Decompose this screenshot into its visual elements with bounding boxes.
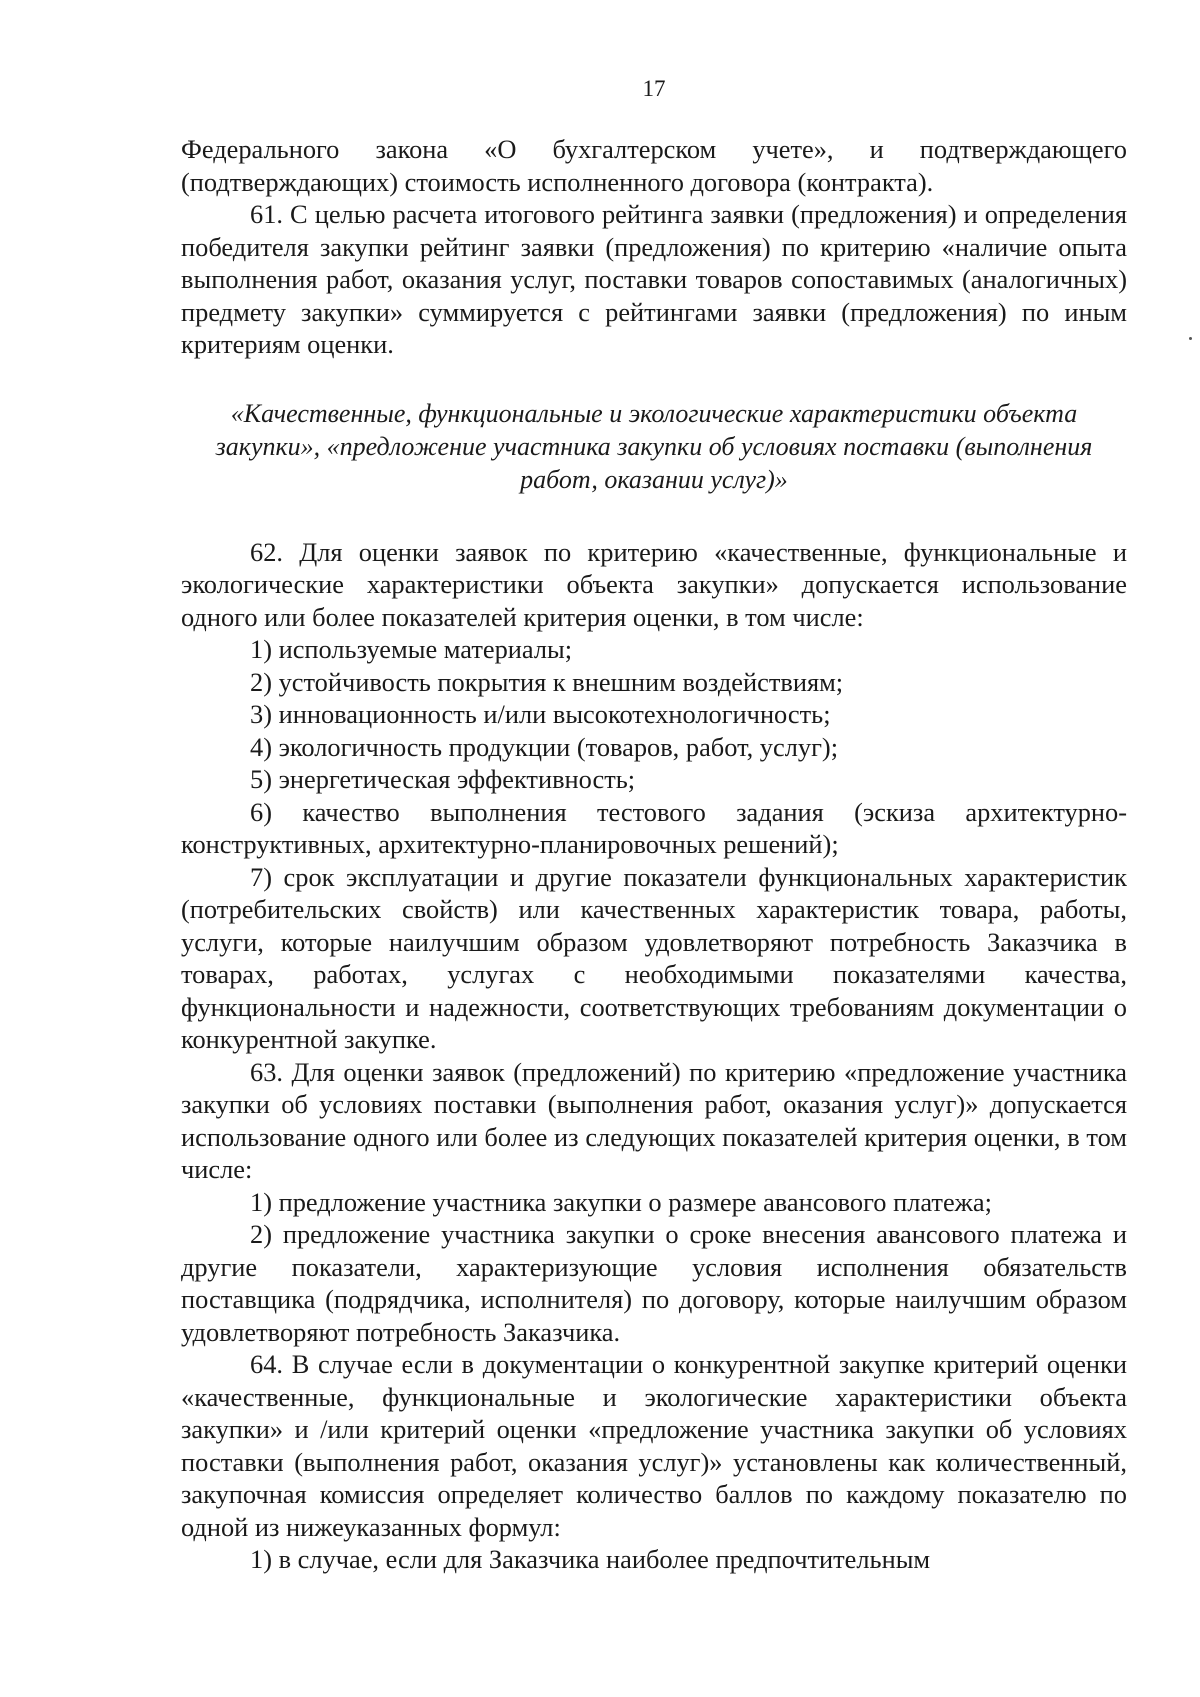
paragraph-62: 62. Для оценки заявок по критерию «качественные, функциональные и экологические характеристики объекта закупки» допускается использование одного или более показателей критерия оценки, в том числе: xyxy=(181,536,1127,632)
page-number: 17 xyxy=(642,76,666,101)
list-item: 1) предложение участника закупки о размере авансового платежа; xyxy=(250,1186,992,1217)
paragraph-63: 63. Для оценки заявок (предложений) по критерию «предложение участника закупки об условиях поставки (выполнения работ, оказания услуг)» допускается использование одного или более из следующих показателей критерия оценки, в том числе: xyxy=(181,1056,1127,1184)
list-item: 4) экологичность продукции (товаров, работ, услуг); xyxy=(250,731,839,762)
paragraph-continuation: Федерального закона «О бухгалтерском учете», и подтверждающего (подтверждающих) стоимость исполненного договора (контракта). xyxy=(181,134,1127,197)
document-page xyxy=(181,0,1127,1697)
list-item: 1) используемые материалы; xyxy=(250,634,573,664)
list-item: 2) предложение участника закупки о сроке внесения авансового платежа и другие показатели, характеризующие условия исполнения обязательств поставщика (подрядчика, исполнителя) по договору, которые наилучшим образом удовлетворяют потребность Заказчика. xyxy=(181,1219,1127,1347)
list-item: 7) срок эксплуатации и другие показатели функциональных характеристик (потребительских свойств) или качественных характеристик товара, работы, услуги, которые наилучшим образом удовлетворяют потребность Заказчика в товарах, работах, услугах с необходимыми показателями качества, функциональности и надежности, соответствующих требованиям документации о конкурентной закупке. xyxy=(181,861,1127,1054)
list-item: 6) качество выполнения тестового задания (эскиза архитектурно-конструктивных, архитектурно-планировочных решений); xyxy=(181,796,1127,859)
paragraph-64: 64. В случае если в документации о конкурентной закупке критерий оценки «качественные, функциональные и экологические характеристики объекта закупки» и /или критерий оценки «предложение участника закупки об условиях поставки (выполнения работ, оказания услуг)» установлены как количественный, закупочная комиссия определяет количество баллов по каждому показателю по одной из нижеуказанных формул: xyxy=(181,1349,1127,1542)
list-item: 1) в случае, если для Заказчика наиболее предпочтительным xyxy=(250,1544,931,1574)
paragraph-61: 61. С целью расчета итогового рейтинга заявки (предложения) и определения победителя закупки рейтинг заявки (предложения) по критерию «наличие опыта выполнения работ, оказания услуг, поставки товаров сопоставимых (аналогичных) предмету закупки» суммируется с рейтингами заявки (предложения) по иным критериям оценки. xyxy=(181,199,1127,359)
list-item: 2) устойчивость покрытия к внешним воздействиям; xyxy=(250,666,844,697)
list-item: 5) энергетическая эффективность; xyxy=(250,764,636,794)
list-item: 3) инновационность и/или высокотехнологичность; xyxy=(250,699,831,729)
document-body xyxy=(181,133,1127,1576)
scan-speck xyxy=(1189,337,1192,340)
section-heading: «Качественные, функциональные и экологические характеристики объекта закупки», «предложение участника закупки об условиях поставки (выполнения работ, оказании услуг)» xyxy=(215,398,1093,494)
